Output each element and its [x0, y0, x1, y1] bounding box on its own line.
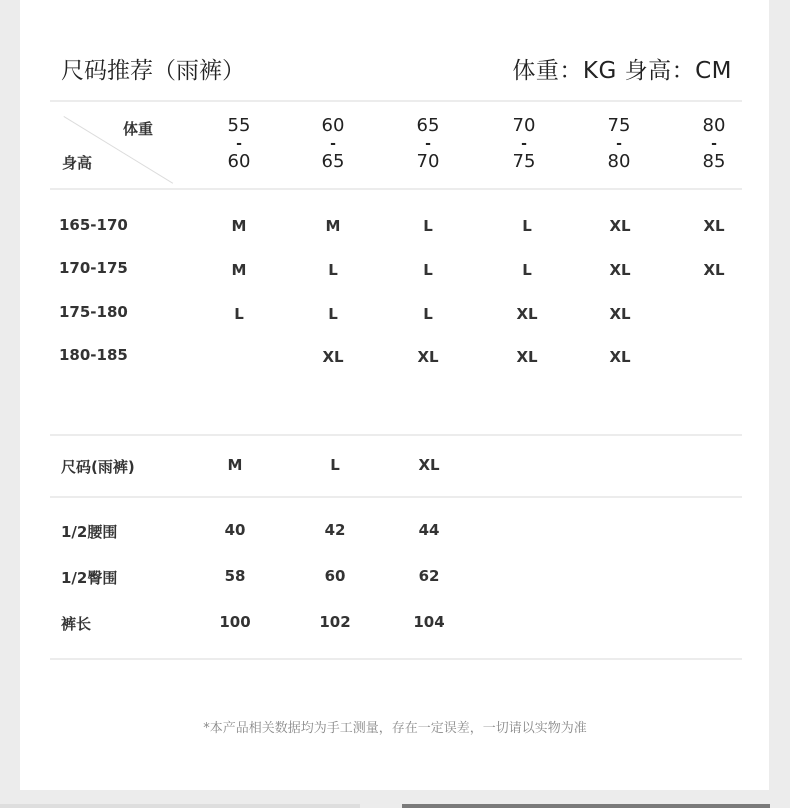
measurement-label: 裤长	[61, 615, 92, 633]
weight-col-3: 65 - 70	[416, 115, 440, 172]
size-cell: L	[522, 261, 532, 279]
divider-top	[50, 100, 742, 102]
size-table-header-label: 尺码(雨裤)	[61, 458, 135, 476]
size-cell: M	[231, 217, 247, 235]
units-label: 体重：KG 身高：CM	[512, 58, 732, 84]
measurement-value: 100	[219, 613, 251, 631]
size-cell: XL	[703, 217, 725, 235]
size-cell: XL	[609, 305, 631, 323]
measurement-disclaimer: *本产品相关数据均为手工测量，存在一定误差，一切请以实物为准	[203, 721, 587, 736]
measurement-value: 102	[319, 613, 351, 631]
size-header-cell: XL	[418, 456, 440, 474]
height-row-label: 170-175	[59, 259, 128, 277]
size-cell: XL	[516, 348, 538, 366]
size-cell: XL	[703, 261, 725, 279]
size-cell: M	[231, 261, 247, 279]
measurement-value: 40	[224, 521, 246, 539]
weight-col-6: 80 - 85	[702, 115, 726, 172]
measurement-value: 104	[413, 613, 445, 631]
height-row-label: 180-185	[59, 346, 128, 364]
height-row-label: 175-180	[59, 303, 128, 321]
weight-col-2: 60 - 65	[321, 115, 345, 172]
measurement-value: 62	[418, 567, 440, 585]
divider-mid	[50, 434, 742, 436]
size-cell: L	[328, 261, 338, 279]
measurement-value: 42	[324, 521, 346, 539]
measurement-value: 60	[324, 567, 346, 585]
measurement-value: 58	[224, 567, 246, 585]
size-cell: L	[423, 217, 433, 235]
size-cell: L	[522, 217, 532, 235]
size-header-cell: L	[330, 456, 340, 474]
size-cell: L	[423, 305, 433, 323]
size-cell: XL	[516, 305, 538, 323]
measurement-label: 1/2腰围	[61, 523, 118, 541]
size-cell: XL	[417, 348, 439, 366]
height-row-label: 165-170	[59, 216, 128, 234]
size-cell: XL	[609, 261, 631, 279]
size-cell: XL	[609, 217, 631, 235]
divider-header	[50, 188, 742, 190]
weight-col-4: 70 - 75	[512, 115, 536, 172]
weight-col-5: 75 - 80	[607, 115, 631, 172]
corner-weight-label: 体重	[123, 120, 154, 138]
measurement-label: 1/2臀围	[61, 569, 118, 587]
size-cell: M	[325, 217, 341, 235]
bottom-strip-right	[402, 804, 770, 808]
divider-bottom	[50, 658, 742, 660]
measurement-value: 44	[418, 521, 440, 539]
size-cell: L	[423, 261, 433, 279]
size-cell: L	[328, 305, 338, 323]
size-cell: L	[234, 305, 244, 323]
corner-height-label: 身高	[62, 154, 93, 172]
bottom-strip-left	[0, 804, 360, 808]
size-cell: XL	[322, 348, 344, 366]
page-title: 尺码推荐（雨裤）	[61, 58, 245, 84]
divider-size-header	[50, 496, 742, 498]
size-cell: XL	[609, 348, 631, 366]
weight-col-1: 55 - 60	[227, 115, 251, 172]
size-header-cell: M	[227, 456, 243, 474]
